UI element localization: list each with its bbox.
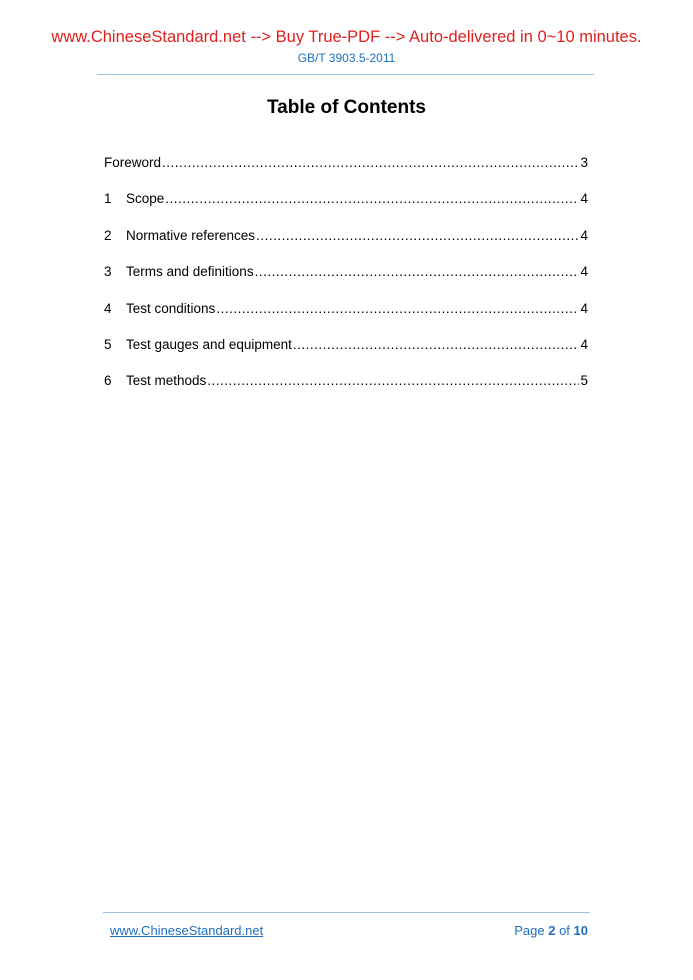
header-divider	[97, 74, 594, 75]
toc-entry-test-methods[interactable]	[104, 372, 588, 408]
toc-entry-page: 4	[580, 336, 588, 352]
page-title: Table of Contents	[266, 97, 427, 118]
footer-site-link[interactable]: www.ChineseStandard.net	[110, 923, 264, 938]
toc-dot-leader	[216, 300, 579, 317]
toc-entry-number: 6	[104, 373, 112, 389]
page-of: of	[559, 923, 570, 938]
toc-entry-number: 3	[104, 264, 112, 280]
toc-dot-leader	[293, 336, 580, 353]
toc-dot-leader	[207, 372, 579, 389]
toc-entry-scope[interactable]	[104, 190, 588, 226]
toc-entry-number: 4	[104, 300, 112, 316]
toc-entry-page: 4	[580, 191, 588, 207]
toc-entry-page: 4	[580, 227, 588, 243]
toc-entry-test-conditions[interactable]	[104, 300, 588, 336]
toc-entry-label: Normative references	[126, 227, 256, 243]
toc-entry-label: Test conditions	[126, 300, 216, 316]
table-of-contents	[104, 154, 588, 409]
purchase-banner[interactable]: www.ChineseStandard.net --> Buy True-PDF --> Auto-delivered in 0~10 minutes.	[51, 28, 642, 46]
toc-dot-leader	[162, 154, 579, 171]
footer-divider	[103, 912, 590, 913]
toc-entry-number: 1	[104, 191, 112, 207]
page-total: 10	[573, 923, 588, 938]
toc-dot-leader	[256, 227, 579, 244]
toc-entry-page: 3	[580, 155, 588, 170]
toc-entry-test-gauges[interactable]	[104, 336, 588, 372]
toc-dot-leader	[165, 190, 579, 207]
toc-entry-number: 5	[104, 336, 112, 352]
toc-entry-terms-definitions[interactable]	[104, 263, 588, 299]
toc-entry-label: Scope	[126, 191, 165, 207]
toc-entry-foreword[interactable]	[104, 154, 588, 190]
toc-entry-number: 2	[104, 227, 112, 243]
toc-entry-page: 4	[580, 300, 588, 316]
page-word: Page	[514, 923, 545, 938]
toc-entry-page: 4	[580, 264, 588, 280]
toc-entry-label: Test methods	[126, 373, 207, 389]
toc-entry-page: 5	[580, 373, 588, 389]
page-current: 2	[548, 923, 556, 938]
toc-entry-label: Test gauges and equipment	[126, 336, 292, 352]
page-number	[514, 923, 588, 939]
toc-entry-label: Foreword	[104, 155, 162, 170]
toc-entry-label: Terms and definitions	[126, 264, 254, 280]
toc-entry-normative-references[interactable]	[104, 227, 588, 263]
toc-dot-leader	[255, 263, 580, 280]
document-code: GB/T 3903.5-2011	[297, 51, 396, 65]
